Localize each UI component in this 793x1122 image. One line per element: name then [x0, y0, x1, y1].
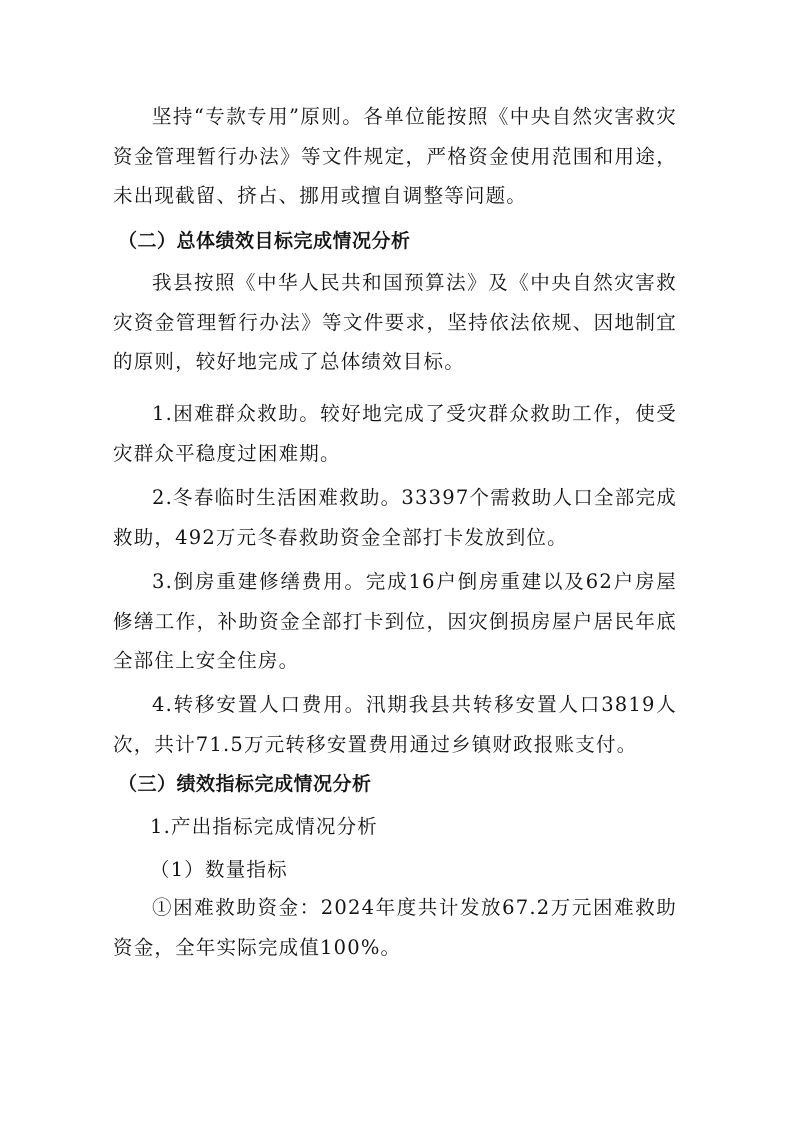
paragraph-relocation-costs: 4.转移安置人口费用。汛期我县共转移安置人口3819人次，共计71.5万元转移安置费用通过乡镇财政报账支付。 — [113, 693, 677, 756]
paragraph-housing-reconstruction: 3.倒房重建修缮费用。完成16户倒房重建以及62户房屋修缮工作，补助资金全部打卡到位，因灾倒损房屋户居民年底全部住上安全住房。 — [113, 570, 677, 672]
paragraph-relief-for-needy: 1.困难群众救助。较好地完成了受灾群众救助工作，使受灾群众平稳度过困难期。 — [113, 402, 677, 465]
section-heading-indicator-analysis: （三）绩效指标完成情况分析 — [118, 773, 372, 795]
subheading-output-indicators: 1.产出指标完成情况分析 — [150, 815, 379, 838]
paragraph-overall-performance: 我县按照《中华人民共和国预算法》及《中央自然灾害救灾资金管理暂行办法》等文件要求，坚持依法依规、因地制宜的原则，较好地完成了总体绩效目标。 — [113, 271, 677, 373]
subheading-quantity-indicators: （1）数量指标 — [150, 858, 288, 881]
paragraph-hardship-relief-funds: ①困难救助资金：2024年度共计发放67.2万元困难救助资金，全年实际完成值100%。 — [113, 896, 677, 959]
section-heading-overall-performance: （二）总体绩效目标完成情况分析 — [118, 230, 411, 252]
paragraph-special-funds-principle: 坚持“专款专用”原则。各单位能按照《中央自然灾害救灾资金管理暂行办法》等文件规定，严格资金使用范围和用途，未出现截留、挤占、挪用或擅自调整等问题。 — [113, 105, 677, 207]
paragraph-winter-spring-relief: 2.冬春临时生活困难救助。33397个需救助人口全部完成救助，492万元冬春救助资金全部打卡发放到位。 — [113, 486, 677, 549]
